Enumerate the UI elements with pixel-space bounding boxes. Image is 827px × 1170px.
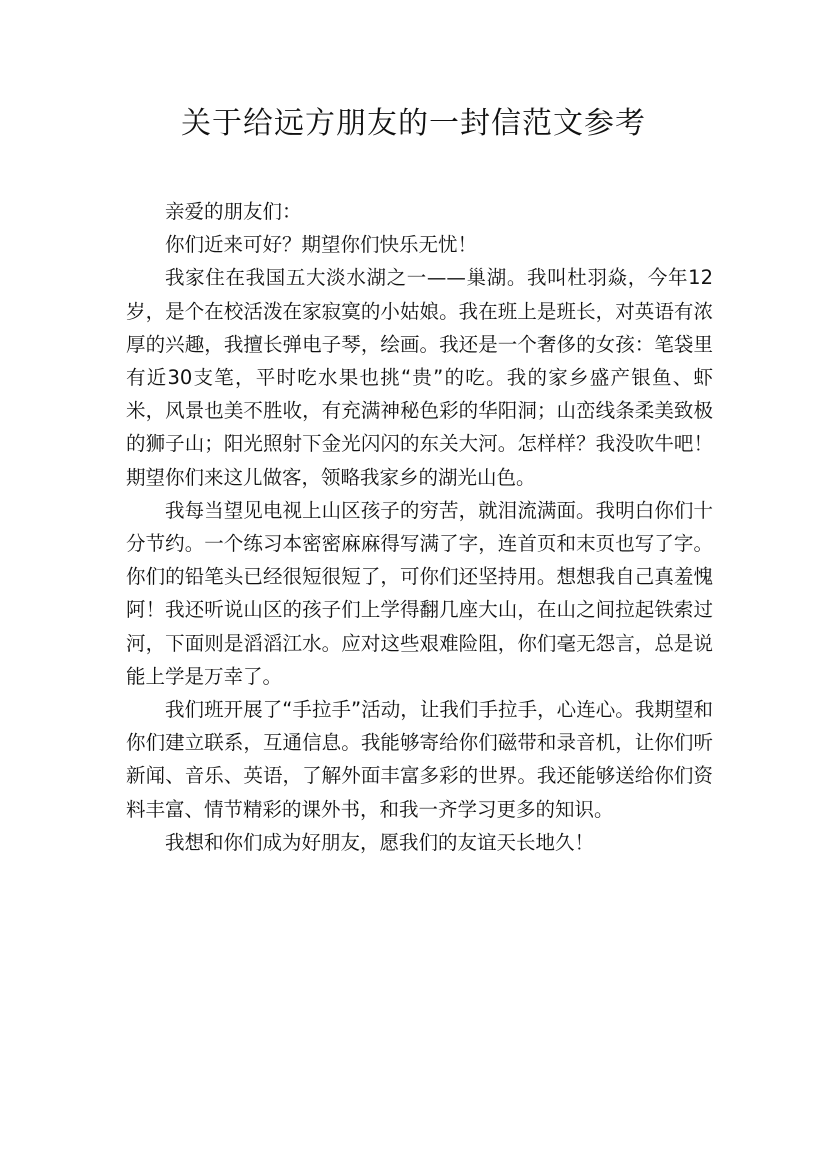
letter-paragraph: 我每当望见电视上山区孩子的穷苦，就泪流满面。我明白你们十分节约。一个练习本密密麻麻得写满了字，连首页和末页也写了字。你们的铅笔头已经很短很短了，可你们还坚持用。想想我自己真羞愧阿！我还听说山区的孩子们上学得翻几座大山，在山之间拉起铁索过河，下面则是滔滔江水。应对这些艰难险阻，你们毫无怨言，总是说能上学是万幸了。 [126, 498, 713, 688]
letter-body [126, 195, 713, 859]
letter-closing: 我想和你们成为好朋友，愿我们的友谊天长地久！ [165, 830, 595, 854]
document-title: 关于给远方朋友的一封信范文参考 [181, 106, 646, 141]
letter-paragraph: 我们班开展了“手拉手”活动，让我们手拉手，心连心。我期望和你们建立联系，互通信息。我能够寄给你们磁带和录音机，让你们听新闻、音乐、英语，了解外面丰富多彩的世界。我还能够送给你们资料丰富、情节精彩的课外书，和我一齐学习更多的知识。 [126, 698, 713, 821]
letter-paragraph: 你们近来可好？期望你们快乐无忧！ [165, 233, 478, 257]
letter-paragraph: 我家住在我国五大淡水湖之一——巢湖。我叫杜羽焱，今年12岁，是个在校活泼在家寂寞的小姑娘。我在班上是班长，对英语有浓厚的兴趣，我擅长弹电子琴，绘画。我还是一个奢侈的女孩：笔袋里有近30支笔，平时吃水果也挑“贵”的吃。我的家乡盛产银鱼、虾米，风景也美不胜收，有充满神秘色彩的华阳洞；山峦线条柔美致极的狮子山；阳光照射下金光闪闪的东关大河。怎样样？我没吹牛吧！期望你们来这儿做客，领略我家乡的湖光山色。 [126, 266, 713, 489]
letter-greeting: 亲爱的朋友们： [165, 200, 302, 223]
